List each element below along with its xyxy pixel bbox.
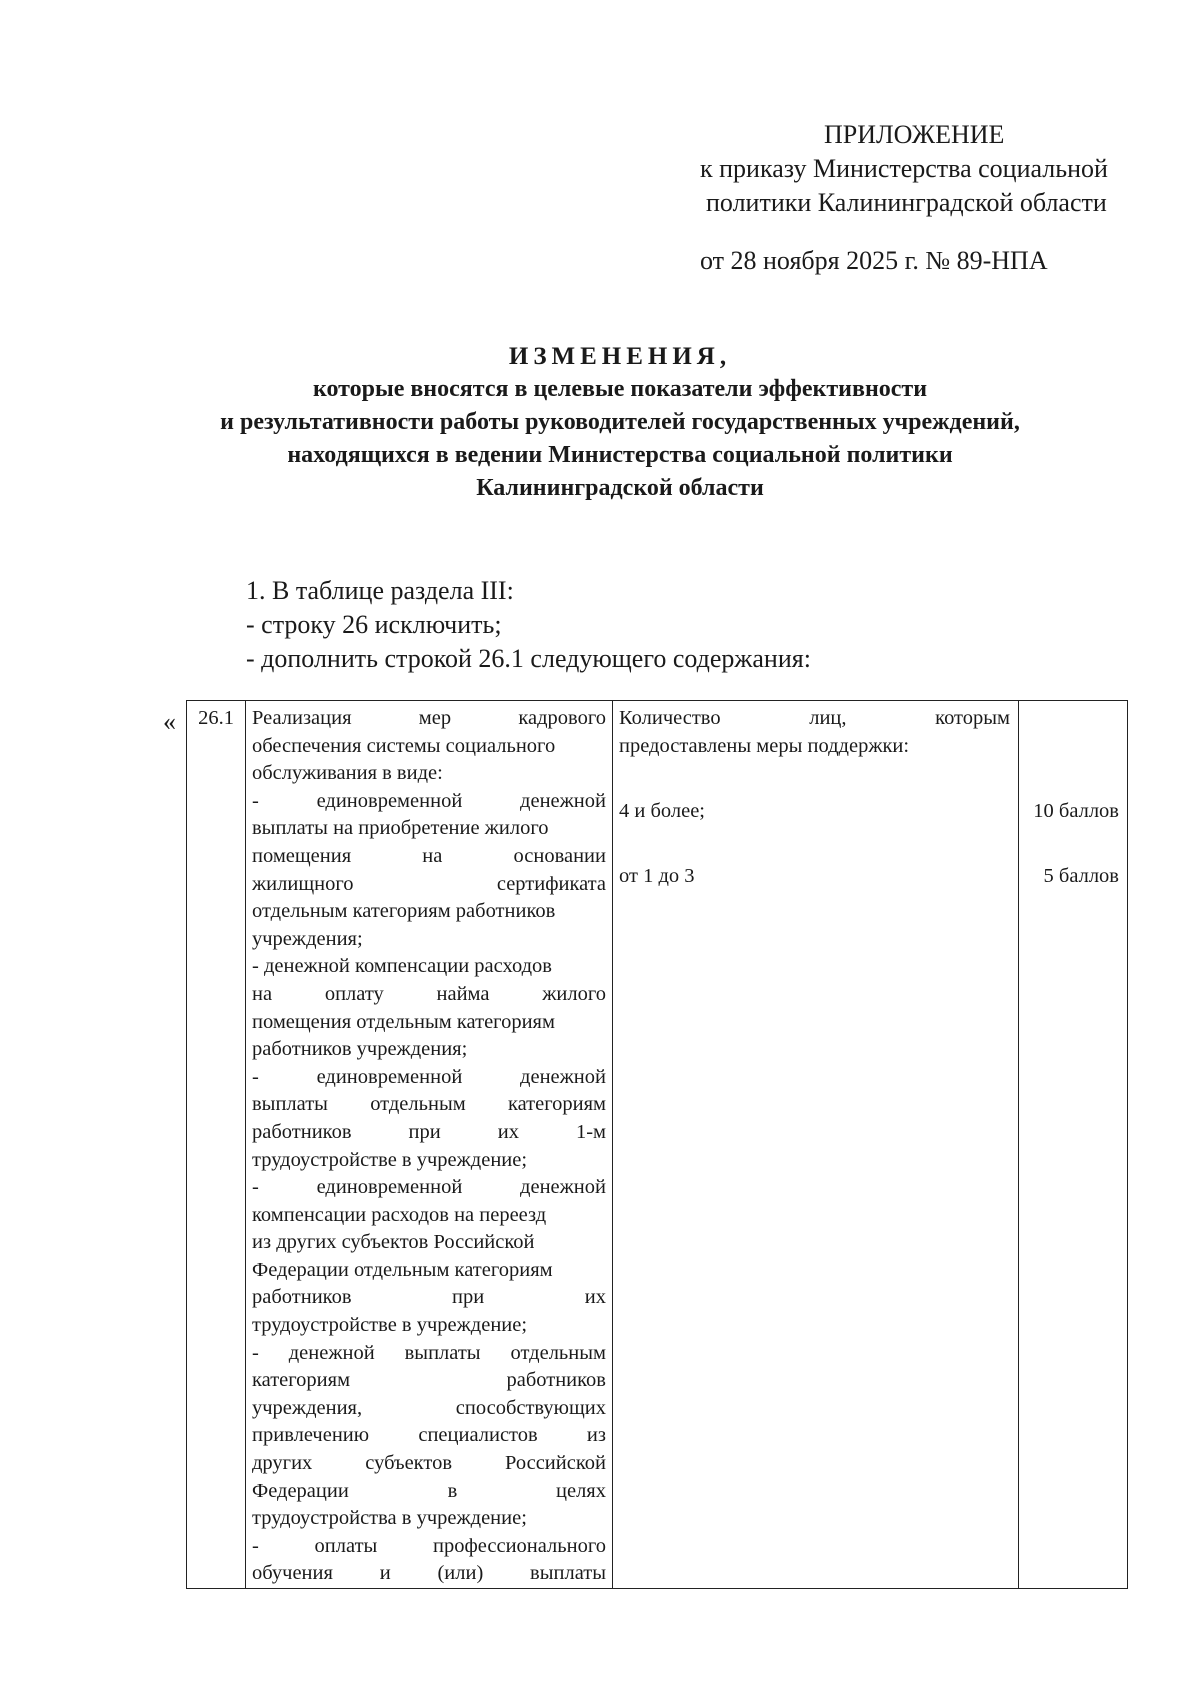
measure-line: - денежной компенсации расходов: [252, 955, 552, 978]
measure-name-text: [246, 701, 612, 1588]
indicator-text: Количество лиц, которым: [619, 707, 1010, 729]
title-line: Калининградской области: [476, 475, 764, 501]
measure-line: работников учреждения;: [252, 1038, 468, 1061]
opening-quote: «: [163, 707, 176, 736]
row-number: 26.1: [198, 707, 234, 729]
title-line: ИЗМЕНЕНИЯ,: [508, 343, 732, 370]
title-line: находящихся в ведении Министерства социальной политики: [287, 442, 953, 468]
measure-line: выплаты на приобретение жилого: [252, 817, 549, 840]
measure-line: привлечению специалистов из: [252, 1424, 606, 1447]
indicator-text: предоставлены меры поддержки:: [619, 734, 910, 757]
measure-line: обслуживания в виде:: [252, 762, 443, 785]
appendix-header: ПРИЛОЖЕНИЕ: [824, 120, 1005, 149]
measure-line: работников при их 1-м: [252, 1120, 606, 1143]
measure-line: жилищного сертификата: [252, 872, 606, 895]
amendment-item: - дополнить строкой 26.1 следующего содержания:: [246, 644, 811, 673]
measure-line: из других субъектов Российской: [252, 1231, 535, 1254]
criterion-4-plus: 4 и более;: [619, 800, 706, 823]
measure-line: - единовременной денежной: [252, 1176, 606, 1199]
measure-line: Федерации отдельным категориям: [252, 1258, 553, 1281]
appendix-line-order: к приказу Министерства социальной: [700, 154, 1108, 183]
measure-line: Реализация мер кадрового: [252, 707, 606, 729]
points-10: 10 баллов: [1033, 800, 1119, 823]
measure-name-cell: [246, 701, 613, 1589]
title-line: которые вносятся в целевые показатели эффективности: [312, 376, 928, 402]
amendment-items: [246, 574, 811, 676]
amendment-item: 1. В таблице раздела III:: [246, 576, 514, 605]
table-row: [187, 701, 1128, 1589]
measure-line: учреждения;: [252, 927, 363, 950]
appendix-line-date: от 28 ноября 2025 г. № 89-НПА: [700, 246, 1048, 275]
criterion-1-to-3: от 1 до 3: [619, 864, 695, 887]
measure-line: - оплаты профессионального: [252, 1534, 606, 1557]
measure-line: выплаты отдельным категориям: [252, 1093, 606, 1116]
row-number-cell: [187, 701, 246, 1589]
measure-line: трудоустройства в учреждение;: [252, 1507, 527, 1530]
measure-line: отдельным категориям работников: [252, 900, 556, 923]
measure-line: работников при их: [252, 1286, 606, 1309]
title-line: и результативности работы руководителей государственных учреждений,: [220, 409, 1020, 435]
points-5: 5 баллов: [1043, 864, 1119, 887]
measure-line: - единовременной денежной: [252, 1065, 606, 1088]
measure-line: - денежной выплаты отдельным: [252, 1341, 606, 1364]
measure-line: обеспечения системы социального: [252, 734, 556, 757]
indicator-table: [186, 700, 1128, 1589]
measure-line: - единовременной денежной: [252, 789, 606, 812]
measure-line: компенсации расходов на переезд: [252, 1203, 547, 1226]
measure-line: помещения на основании: [252, 844, 606, 867]
measure-line: на оплату найма жилого: [252, 982, 606, 1005]
document-title: [120, 340, 1120, 505]
measure-line: трудоустройстве в учреждение;: [252, 1148, 528, 1171]
measure-line: категориям работников: [252, 1369, 606, 1392]
indicator-cell: [613, 701, 1019, 1589]
measure-line: обучения и (или) выплаты: [252, 1562, 606, 1585]
measure-line: учреждения, способствующих: [252, 1396, 606, 1419]
measure-line: Федерации в целях: [252, 1479, 606, 1502]
appendix-line-ministry: политики Калининградской области: [706, 188, 1107, 217]
measure-line: трудоустройстве в учреждение;: [252, 1314, 528, 1337]
amendment-item: - строку 26 исключить;: [246, 610, 502, 639]
measure-line: других субъектов Российской: [252, 1452, 606, 1475]
points-cell: [1019, 701, 1128, 1589]
measure-line: помещения отдельным категориям: [252, 1010, 555, 1033]
